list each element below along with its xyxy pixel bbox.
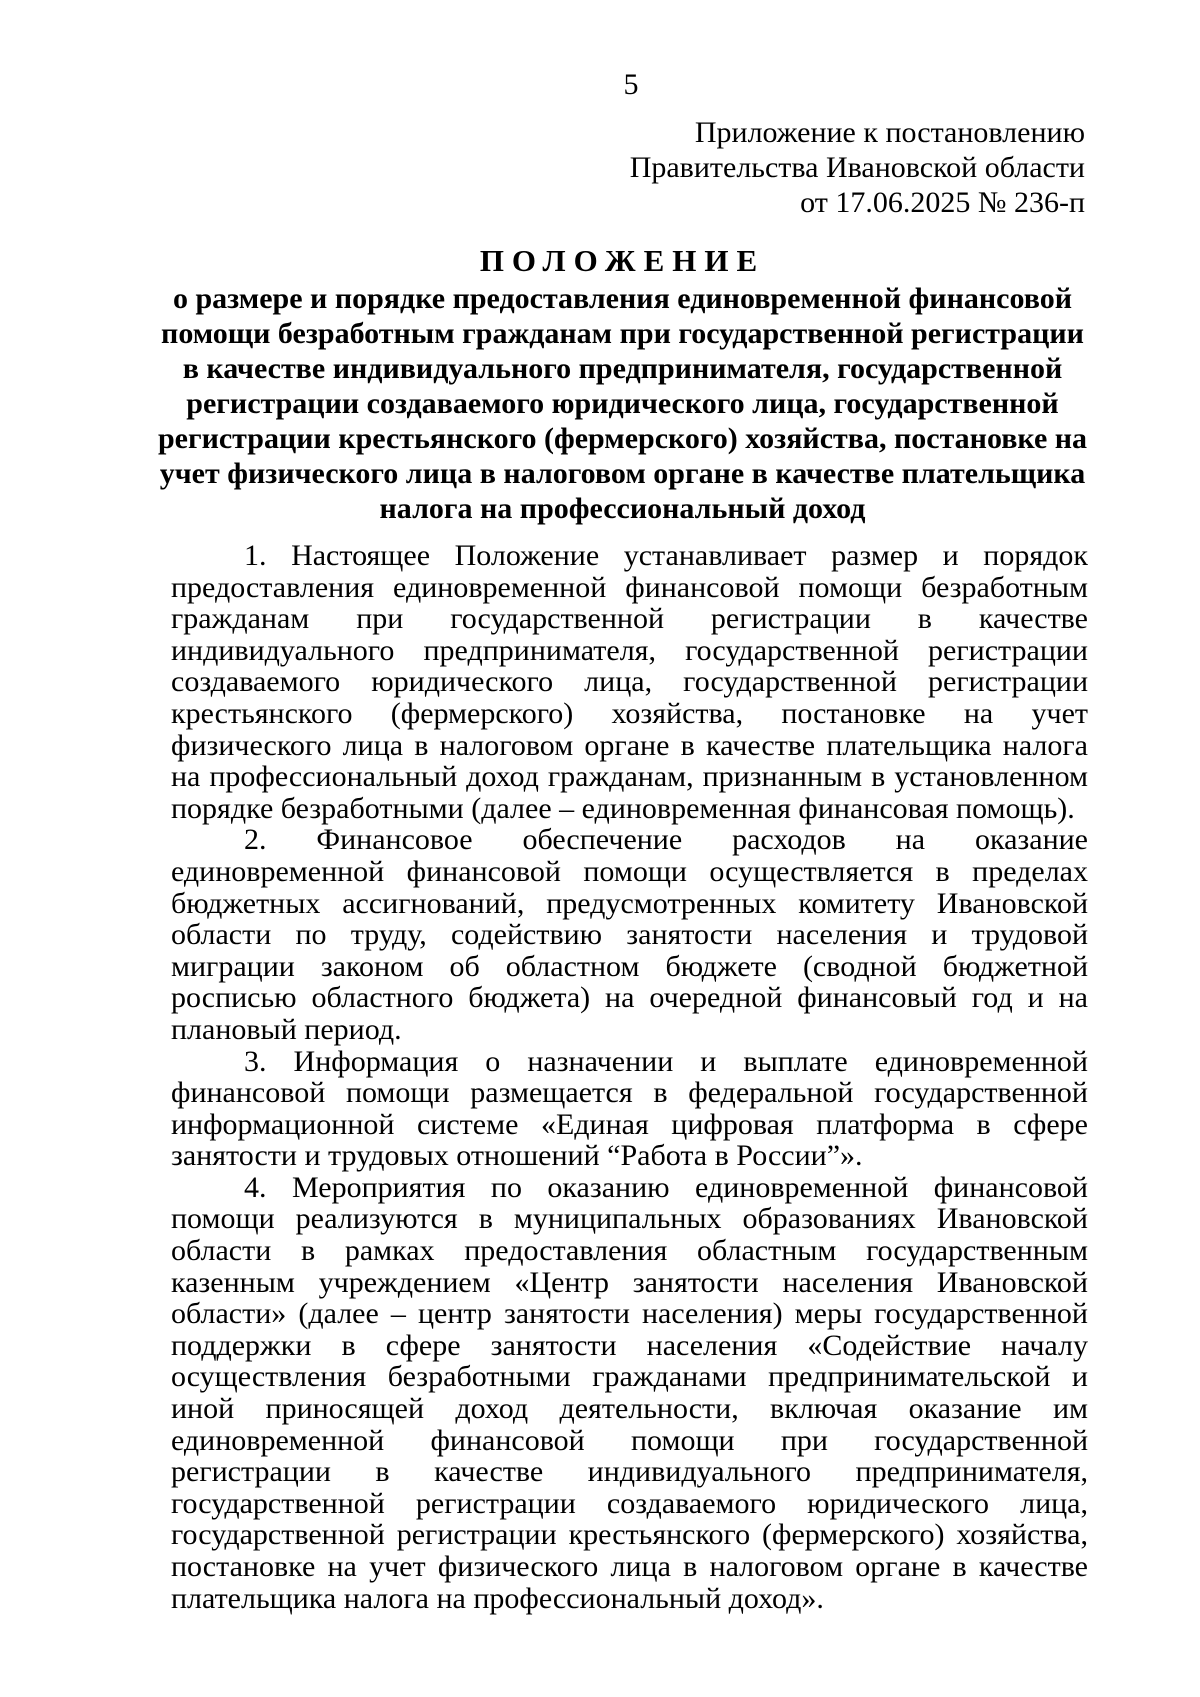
appendix-date-number: от 17.06.2025 № 236-п <box>800 186 1085 219</box>
appendix-line: Правительства Ивановской области <box>629 151 1085 184</box>
document-body <box>171 540 1088 1614</box>
paragraph-1: 1. Настоящее Положение устанавливает размер и порядок предоставления единовременной финансовой помощи безработным гражданам при государственной регистрации в качестве индивидуального предпринимателя, государственной регистрации создаваемого юридического лица, государственной регистрации крестьянского (фермерского) хозяйства, постановке на учет физического лица в налоговом органе в качестве плательщика налога на профессиональный доход гражданам, признанным в установленном порядке безработными (далее – единовременная финансовая помощь). <box>171 539 1088 825</box>
title-heading: ПОЛОЖЕНИЕ <box>479 243 766 278</box>
appendix-line: Приложение к постановлению <box>694 116 1085 149</box>
title-subtitle: о размере и порядке предоставления единовременной финансовой помощи безработным гражданам при государственной регистрации в качестве индивидуального предпринимателя, государственной регистрации создаваемого юридического лица, государственной регистрации крестьянского (фермерского) хозяйства, постановке на учет физического лица в налоговом органе в качестве плательщика налога на профессиональный доход <box>157 282 1088 525</box>
paragraph-2: 2. Финансовое обеспечение расходов на оказание единовременной финансовой помощи осуществляется в пределах бюджетных ассигнований, предусмотренных комитету Ивановской области по труду, содействию занятости населения и трудовой миграции законом об областном бюджете (сводной бюджетной росписью областного бюджета) на очередной финансовый год и на плановый период. <box>171 823 1088 1046</box>
paragraph-3: 3. Информация о назначении и выплате единовременной финансовой помощи размещается в федеральной государственной информационной системе «Единая цифровая платформа в сфере занятости и трудовых отношений “Работа в России”». <box>171 1044 1088 1173</box>
paragraph-4: 4. Мероприятия по оказанию единовременной финансовой помощи реализуются в муниципальных образованиях Ивановской области в рамках предоставления областным государственным казенным учреждением «Центр занятости населения Ивановской области» (далее – центр занятости населения) меры государственной поддержки в сфере занятости населения «Содействие началу осуществления безработными гражданами предпринимательской и иной приносящей доход деятельности, включая оказание им единовременной финансовой помощи при государственной регистрации в качестве индивидуального предпринимателя, государственной регистрации создаваемого юридического лица, государственной регистрации крестьянского (фермерского) хозяйства, постановке на учет физического лица в налоговом органе в качестве плательщика налога на профессиональный доход». <box>171 1170 1088 1615</box>
page-number: 5 <box>623 68 639 101</box>
appendix-reference <box>525 115 1085 220</box>
document-title <box>150 243 1095 526</box>
